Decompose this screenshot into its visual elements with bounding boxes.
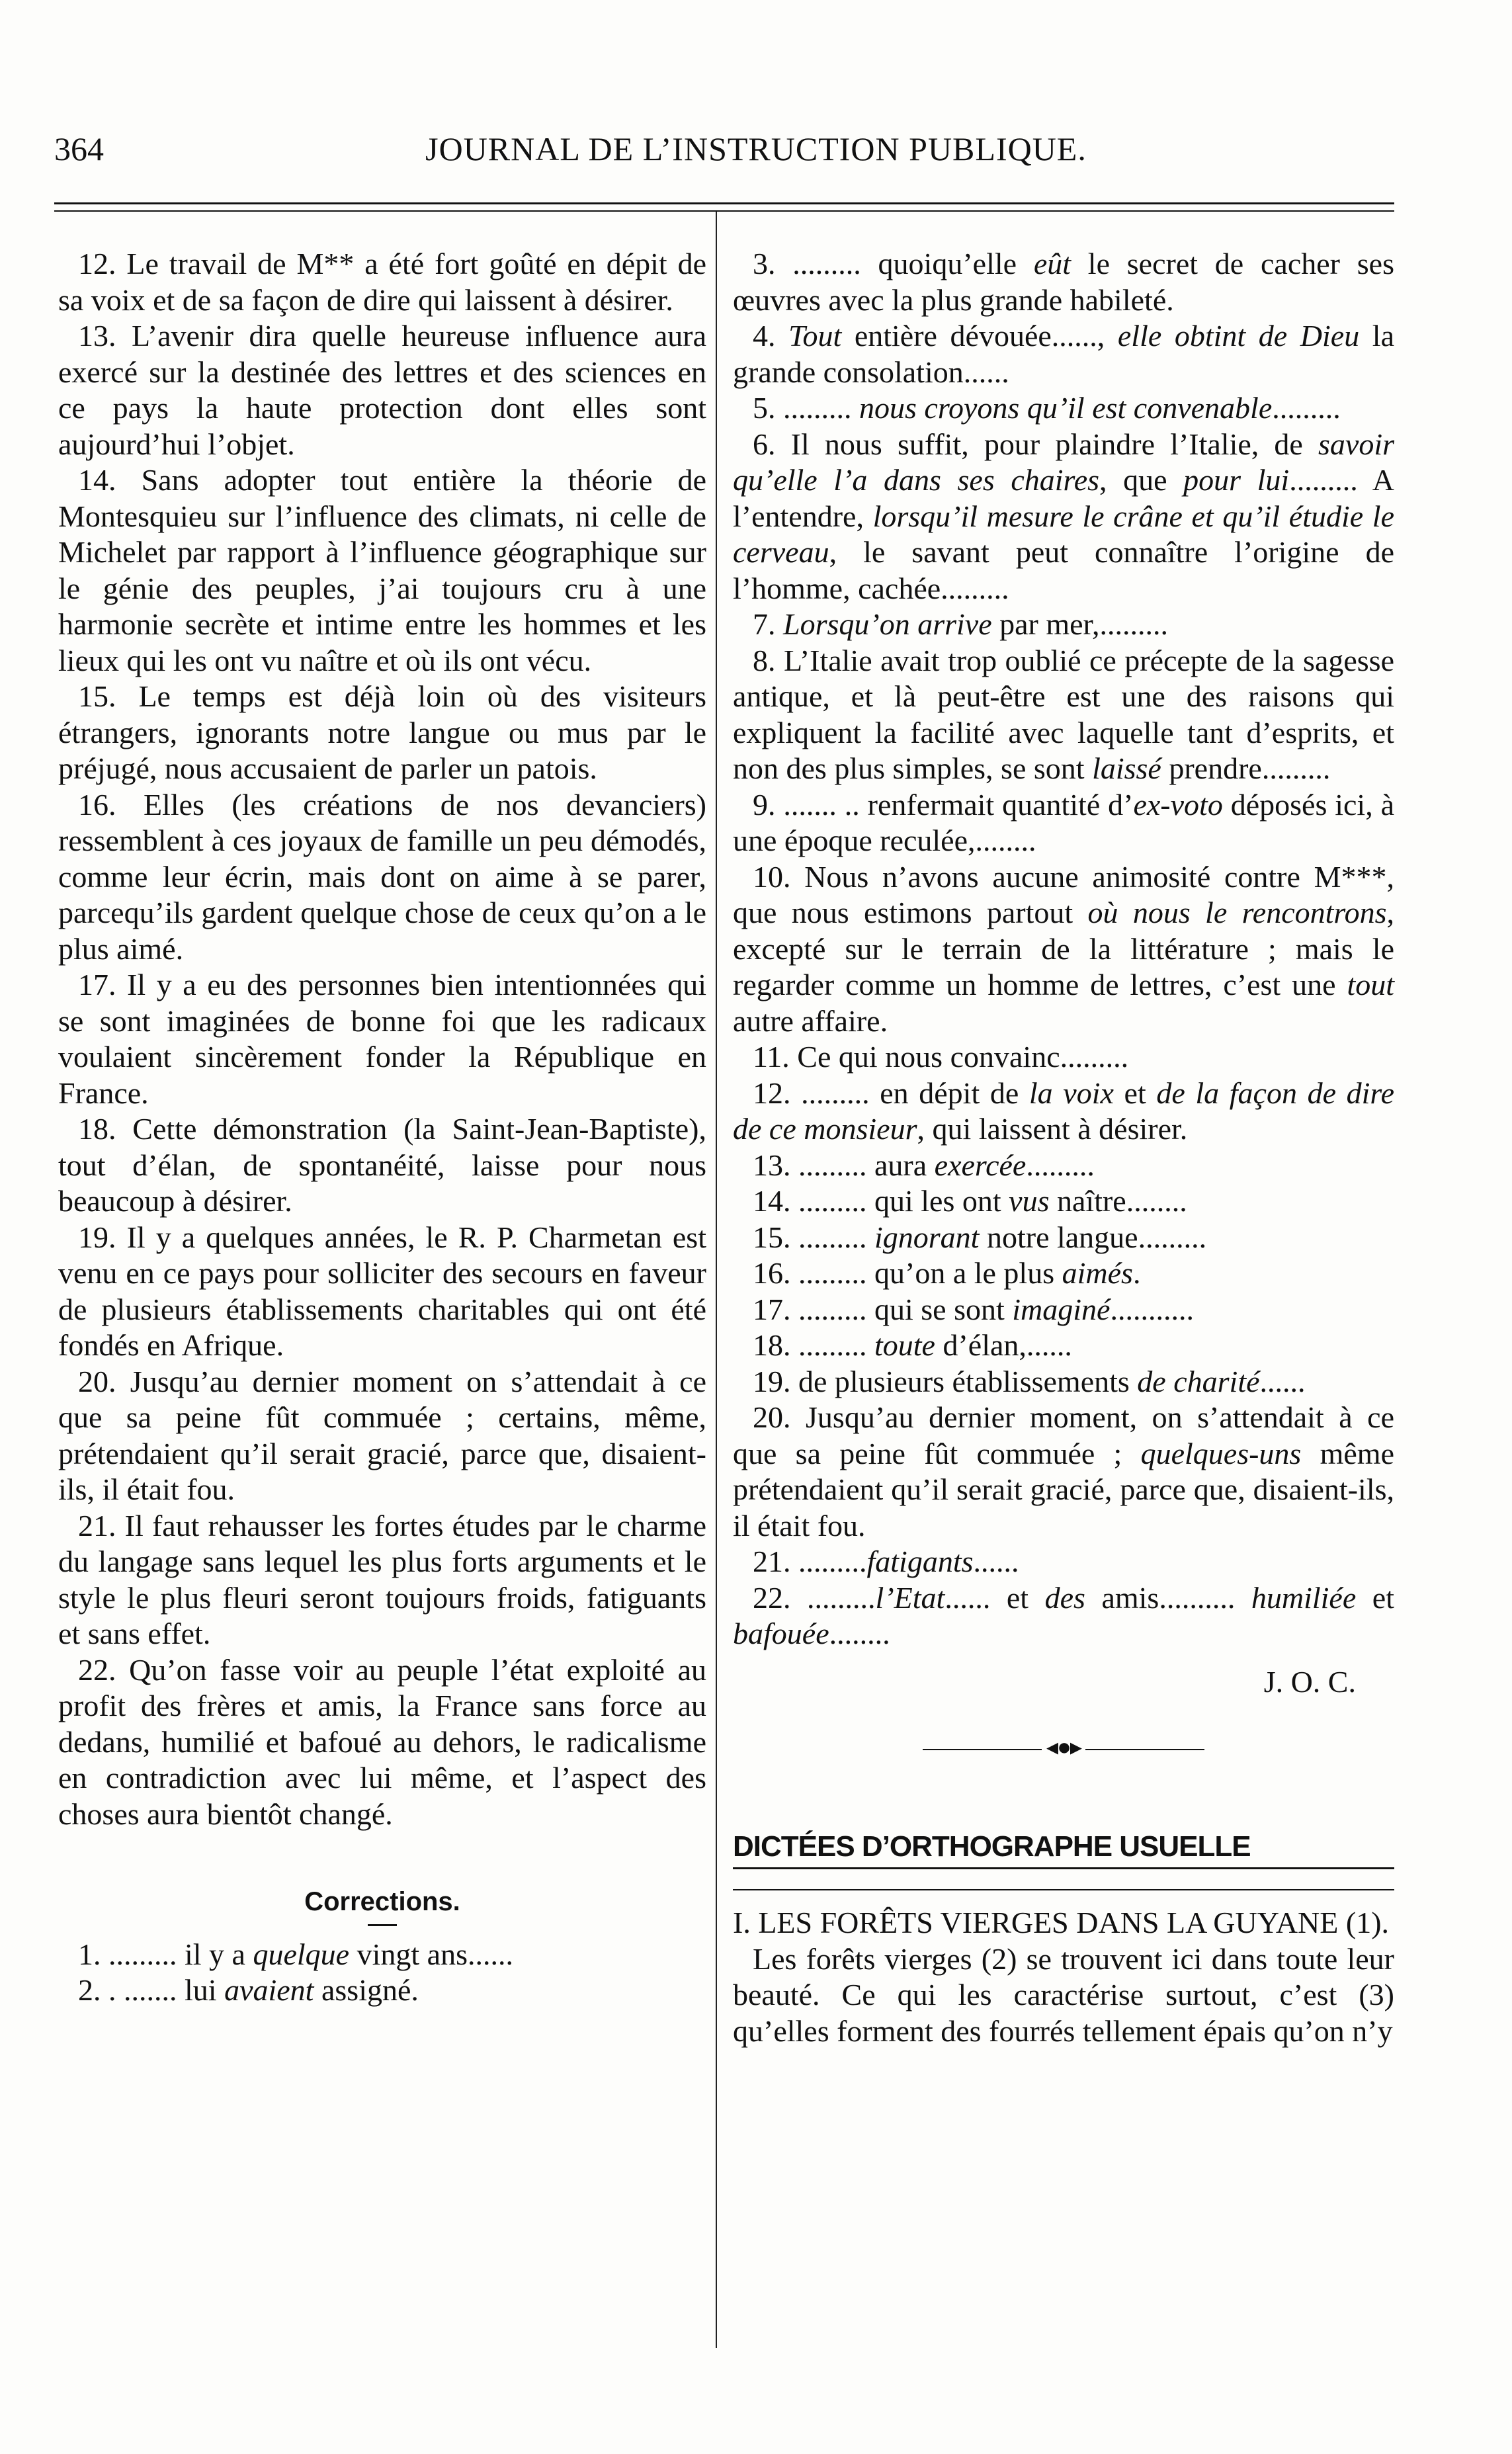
running-title: JOURNAL DE L’INSTRUCTION PUBLIQUE. (425, 130, 1087, 167)
correction-line: 2. . ....... lui avaient assigné. (78, 1973, 419, 2007)
correction-item: 18. ......... toute d’élan,...... (753, 1328, 1072, 1362)
correction-item: 12. ......... en dépit de la voix et de la façon de dire de ce monsieur, qui laissent à désirer. (733, 1076, 1395, 1146)
ornament-separator: ◂●▸ (733, 1729, 1394, 1765)
header-rule-top (54, 202, 1394, 204)
exercise-sentence: 20. Jusqu’au dernier moment on s’attendait à ce que sa peine fût commuée ; certains, même, prétendaient qu’il serait gracié, parce que, disaient-ils, il était fou. (58, 1364, 706, 1506)
correction-item: 13. ......... aura exercée......... (753, 1148, 1095, 1182)
correction-item: 21. .........fatigants...... (753, 1544, 1019, 1578)
correction-item: 4. Tout entière dévouée......, elle obtint de Dieu la grande consolation...... (733, 319, 1394, 389)
correction-item: 7. Lorsqu’on arrive par mer,......... (753, 607, 1169, 641)
exercise-sentence: 17. Il y a eu des personnes bien intentionnées qui se sont imaginées de bonne foi que les radicaux voulaient sincèrement fonder la République en France. (58, 968, 706, 1110)
correction-item: 3. ......... quoiqu’elle eût le secret de cacher ses œuvres avec la plus grande habileté. (733, 247, 1394, 317)
correction-item: 11. Ce qui nous convainc......... (753, 1040, 1129, 1074)
exercise-sentence: 14. Sans adopter tout entière la théorie de Montesquieu sur l’influence des climats, ni celle de Michelet par rapport à l’influence géographique sur le génie des peuples, j’ai toujours cru à une harmonie secrète et intime entre les hommes et les lieux qui les ont vu naître et où ils ont vécu. (58, 463, 706, 677)
corrections-rule (368, 1924, 397, 1926)
exercise-sentence: 21. Il faut rehausser les fortes études par le charme du langage sans lequel les plus forts arguments et le style le plus fleuri seront toujours froids, fatiguants et sans effet. (58, 1508, 706, 1650)
column-divider (716, 212, 717, 2348)
exercise-sentence: 13. L’avenir dira quelle heureuse influence aura exercé sur la destinée des lettres et des sciences en ce pays la haute protection dont elles sont aujourd’hui l’objet. (58, 319, 706, 461)
left-column (58, 246, 706, 2009)
correction-item: 10. Nous n’avons aucune animosité contre M***, que nous estimons partout où nous le rencontrons, excepté sur le terrain de la littérature ; mais le regarder comme un homme de lettres, c’est une tout autre affaire. (733, 859, 1394, 1038)
author-signature: J. O. C. (1263, 1664, 1356, 1699)
correction-item: 19. de plusieurs établissements de charité...... (753, 1364, 1306, 1398)
dictee-heading: I. LES FORÊTS VIERGES DANS LA GUYANE (1). (733, 1906, 1390, 1939)
exercise-sentence: 15. Le temps est déjà loin où des visiteurs étrangers, ignorants notre langue ou mus par le préjugé, nous accusaient de parler un patois. (58, 679, 706, 785)
correction-item: 22. .........l’Etat...... et des amis.......... humiliée et bafouée........ (733, 1580, 1394, 1650)
right-column (733, 246, 1394, 2049)
exercise-sentence: 22. Qu’on fasse voir au peuple l’état exploité au profit des frères et amis, la France sans force au dedans, humilié et bafoué au dehors, le radicalisme en contradiction avec lui même, et l’aspect des choses aura bientôt changé. (58, 1652, 706, 1831)
exercise-sentence: 18. Cette démonstration (la Saint-Jean-Baptiste), tout d’élan, de spontanéité, laisse pour nous beaucoup à désirer. (58, 1112, 706, 1218)
correction-item: 16. ......... qu’on a le plus aimés. (753, 1256, 1141, 1290)
correction-item: 20. Jusqu’au dernier moment, on s’attendait à ce que sa peine fût commuée ; quelques-uns même prétendaient qu’il serait gracié, parce que, disaient-ils, il était fou. (733, 1400, 1394, 1543)
exercise-sentence: 12. Le travail de M** a été fort goûté en dépit de sa voix et de sa façon de dire qui laissent à désirer. (58, 247, 706, 317)
exercise-sentence: 16. Elles (les créations de nos devanciers) ressemblent à ces joyaux de famille un peu démodés, comme leur écrin, mais dont on aime à se parer, parcequ’ils gardent quelque chose de ceux qu’on a le plus aimé. (58, 787, 706, 966)
dictee-text: Les forêts vierges (2) se trouvent ici dans toute leur beauté. Ce qui les caractérise surtout, c’est (3) qu’elles forment des fourrés tellement épais qu’on n’y (733, 1941, 1394, 2048)
correction-item: 15. ......... ignorant notre langue......... (753, 1220, 1207, 1254)
header-rule-bottom (54, 210, 1394, 212)
correction-item: 14. ......... qui les ont vus naître........ (753, 1184, 1187, 1218)
correction-item: 5. ......... nous croyons qu’il est convenable......... (753, 391, 1341, 425)
dictees-rule (733, 1889, 1394, 1890)
corrections-title: Corrections. (304, 1887, 460, 1916)
correction-item: 9. ....... .. renfermait quantité d’ex-voto déposés ici, à une époque reculée,........ (733, 787, 1395, 857)
correction-item: 6. Il nous suffit, pour plaindre l’Italie, de savoir qu’elle l’a dans ses chaires, que pour lui......... A l’entendre, lorsqu’il mesure le crâne et qu’il étudie le cerveau, le savant peut connaître l’origine de l’homme, cachée......... (733, 427, 1394, 605)
correction-item: 8. L’Italie avait trop oublié ce précepte de la sagesse antique, et là peut-être est une des raisons qui expliquent la facilité avec laquelle tant d’esprits, et non des plus simples, se sont laissé prendre......... (733, 643, 1394, 785)
correction-line: 1. ......... il y a quelque vingt ans...... (78, 1937, 513, 1971)
correction-item: 17. ......... qui se sont imaginé........... (753, 1292, 1194, 1326)
dictees-title: DICTÉES D’ORTHOGRAPHE USUELLE (733, 1829, 1394, 1870)
page-number: 364 (54, 130, 104, 167)
exercise-sentence: 19. Il y a quelques années, le R. P. Charmetan est venu en ce pays pour solliciter des secours en faveur de plusieurs établissements charitables qui ont été fondés en Afrique. (58, 1220, 706, 1362)
